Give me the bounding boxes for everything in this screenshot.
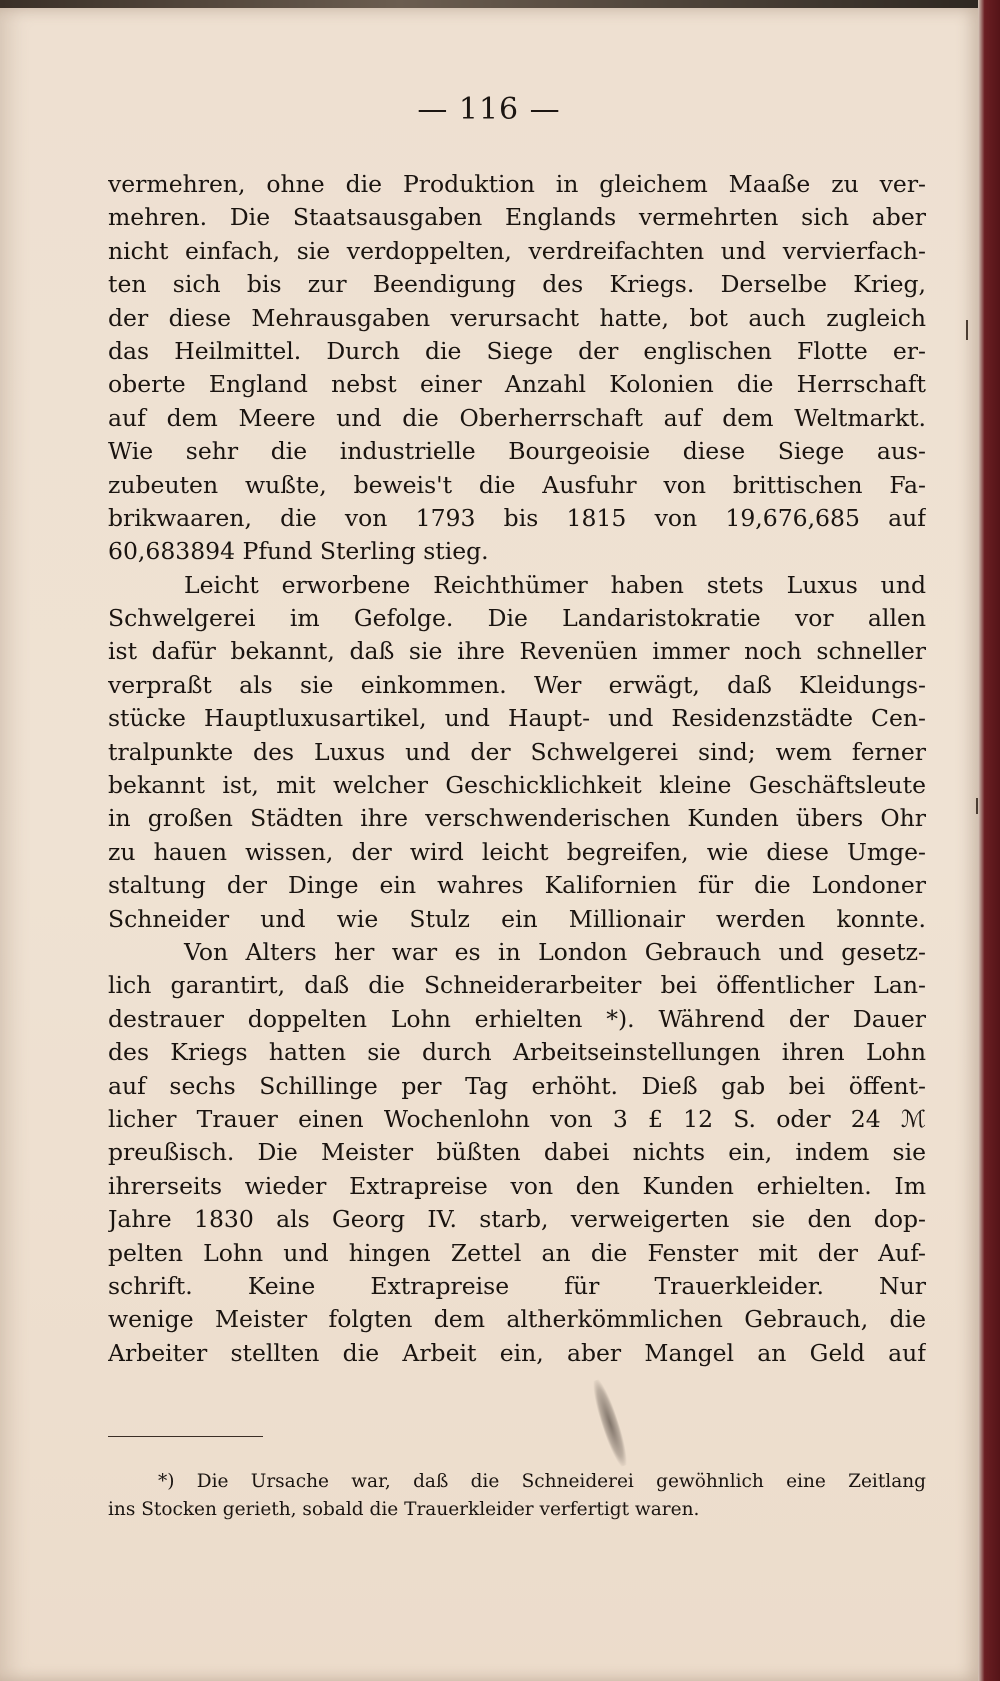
text-line: 60,683894 Pfund Sterling stieg.	[108, 537, 489, 566]
text-line: lich garantirt, daß die Schneiderarbeiter bei öffentlicher Lan-	[108, 971, 926, 1000]
text-line: mehren. Die Staatsausgaben Englands vermehrten sich aber	[108, 203, 926, 232]
text-line: ten sich bis zur Beendigung des Kriegs. Derselbe Krieg,	[108, 270, 926, 299]
body-text	[108, 168, 926, 1370]
page-number: — 116 —	[417, 92, 561, 127]
text-line: auf dem Meere und die Oberherrschaft auf dem Weltmarkt.	[108, 403, 926, 432]
text-line: nicht einfach, sie verdoppelten, verdreifachten und vervierfach-	[108, 236, 926, 265]
text-line: zubeuten wußte, beweis't die Ausfuhr von brittischen Fa-	[108, 470, 926, 499]
text-line: vermehren, ohne die Produktion in gleichem Maaße zu ver-	[108, 170, 926, 198]
margin-mark	[966, 320, 968, 340]
text-line: preußisch. Die Meister büßten dabei nichts ein, indem sie	[108, 1138, 926, 1167]
text-line: wenige Meister folgten dem altherkömmlichen Gebrauch, die	[108, 1305, 926, 1334]
text-line: staltung der Dinge ein wahres Kalifornien für die Londoner	[108, 871, 926, 900]
footnote-line: *) Die Ursache war, daß die Schneiderei gewöhnlich eine Zeitlang	[158, 1471, 926, 1492]
book-binding-edge	[978, 0, 1000, 1681]
text-line: Schneider und wie Stulz ein Millionair werden konnte.	[108, 904, 926, 933]
footnote	[108, 1468, 926, 1524]
text-line: brikwaaren, die von 1793 bis 1815 von 19,676,685 auf	[108, 503, 926, 532]
text-line: verpraßt als sie einkommen. Wer erwägt, daß Kleidungs-	[108, 670, 926, 699]
ink-smudge	[588, 1378, 631, 1469]
text-line: der diese Mehrausgaben verursacht hatte, bot auch zugleich	[108, 303, 926, 332]
text-line: Jahre 1830 als Georg IV. starb, verweigerten sie den dop-	[108, 1205, 926, 1234]
text-line: auf sechs Schillinge per Tag erhöht. Dieß gab bei öffent-	[108, 1071, 926, 1100]
text-line: pelten Lohn und hingen Zettel an die Fenster mit der Auf-	[108, 1238, 926, 1267]
footnote-line: ins Stocken gerieth, sobald die Trauerkleider verfertigt waren.	[108, 1499, 700, 1520]
text-line: bekannt ist, mit welcher Geschicklichkeit kleine Geschäftsleute	[108, 771, 926, 800]
text-line: Schwelgerei im Gefolge. Die Landaristokratie vor allen	[108, 604, 926, 633]
margin-mark	[976, 798, 978, 814]
text-line: Wie sehr die industrielle Bourgeoisie diese Siege aus-	[108, 437, 926, 466]
text-line: licher Trauer einen Wochenlohn von 3 £ 12 S. oder 24 ℳ	[108, 1104, 926, 1133]
text-line: Arbeiter stellten die Arbeit ein, aber Mangel an Geld auf	[108, 1338, 926, 1367]
text-line-paragraph-start: Von Alters her war es in London Gebrauch und gesetz-	[184, 937, 926, 966]
text-line: schrift. Keine Extrapreise für Trauerkleider. Nur	[108, 1271, 926, 1300]
text-line: ihrerseits wieder Extrapreise von den Kunden erhielten. Im	[108, 1171, 926, 1200]
text-line: das Heilmittel. Durch die Siege der englischen Flotte er-	[108, 336, 926, 365]
text-line: ist dafür bekannt, daß sie ihre Revenüen immer noch schneller	[108, 637, 926, 666]
book-page	[0, 8, 978, 1681]
text-line: tralpunkte des Luxus und der Schwelgerei sind; wem ferner	[108, 737, 926, 766]
text-line: stücke Hauptluxusartikel, und Haupt- und Residenzstädte Cen-	[108, 704, 926, 733]
text-line: oberte England nebst einer Anzahl Kolonien die Herrschaft	[108, 370, 926, 399]
text-line: destrauer doppelten Lohn erhielten *). Während der Dauer	[108, 1004, 926, 1033]
text-line: in großen Städten ihre verschwenderischen Kunden übers Ohr	[108, 804, 926, 833]
text-line: des Kriegs hatten sie durch Arbeitseinstellungen ihren Lohn	[108, 1038, 926, 1067]
text-line-paragraph-start: Leicht erworbene Reichthümer haben stets Luxus und	[184, 570, 926, 599]
text-line: zu hauen wissen, der wird leicht begreifen, wie diese Umge-	[108, 837, 926, 866]
footnote-divider	[108, 1436, 263, 1437]
